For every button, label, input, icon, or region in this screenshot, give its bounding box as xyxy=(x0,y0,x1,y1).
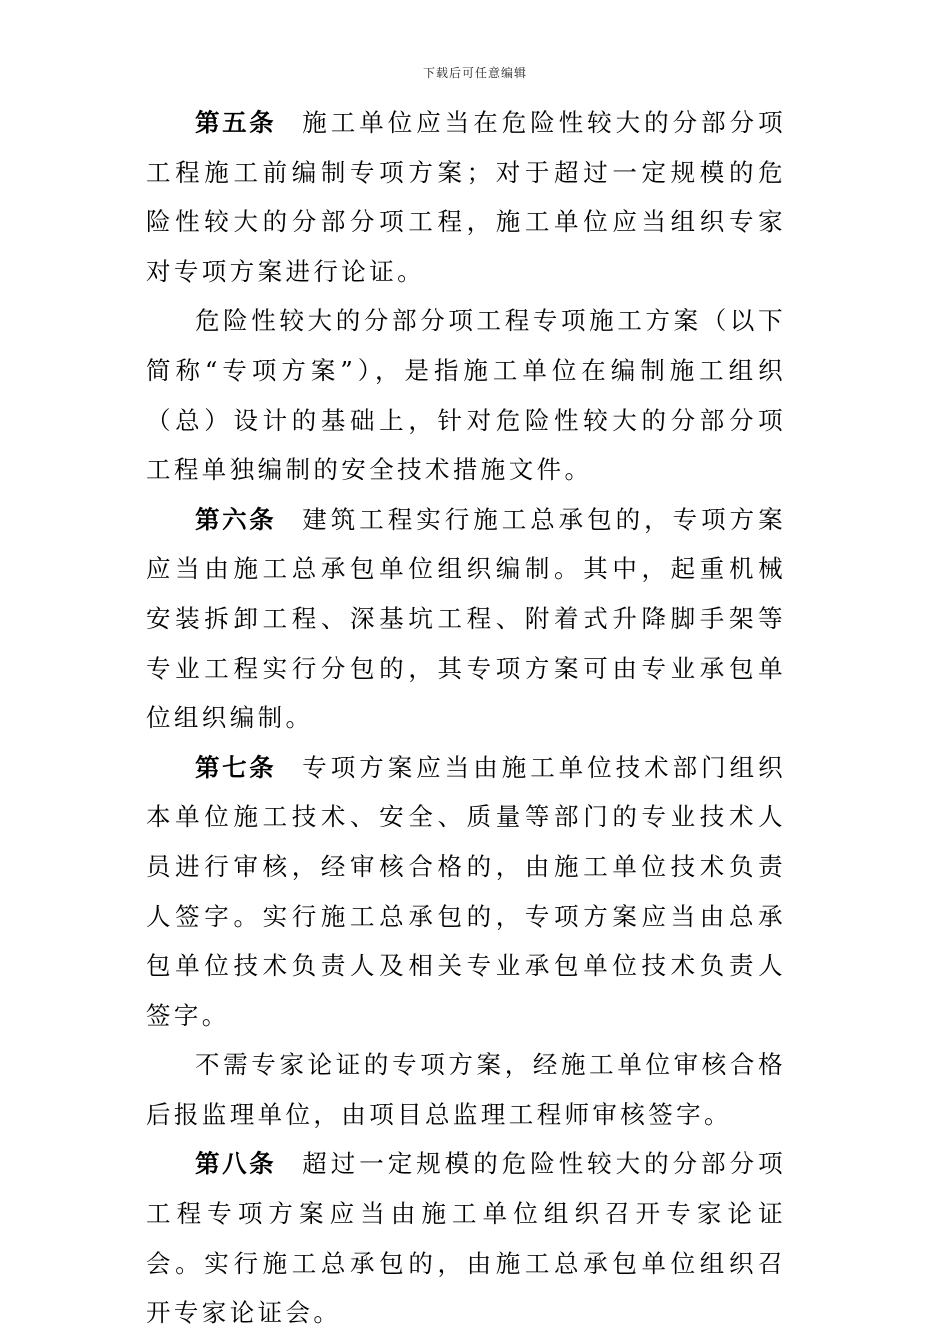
special-plan-definition-text: 危险性较大的分部分项工程专项施工方案（以下简称“专项方案”），是指施工单位在编制施工组织（总）设计的基础上，针对危险性较大的分部分项工程单独编制的安全技术措施文件。 xyxy=(146,306,786,485)
article-5-label: 第五条 xyxy=(195,108,277,137)
no-expert-review-text: 不需专家论证的专项方案，经施工单位审核合格后报监理单位，由项目总监理工程师审核签字。 xyxy=(146,1050,786,1129)
article-8-paragraph xyxy=(146,1139,786,1337)
article-8-label: 第八条 xyxy=(195,1149,277,1179)
article-5-paragraph xyxy=(146,98,786,296)
document-body xyxy=(146,98,786,1338)
article-6-text: 建筑工程实行施工总承包的，专项方案应当由施工总承包单位组织编制。其中，起重机械安装拆卸工程、深基坑工程、附着式升降脚手架等专业工程实行分包的，其专项方案可由专业承包单位组织编制。 xyxy=(146,504,787,733)
special-plan-definition-paragraph xyxy=(146,296,786,494)
article-6-paragraph xyxy=(146,495,786,743)
no-expert-review-paragraph xyxy=(146,1040,786,1139)
article-6-label: 第六条 xyxy=(195,504,277,534)
article-5-text: 施工单位应当在危险性较大的分部分项工程施工前编制专项方案；对于超过一定规模的危险性较大的分部分项工程，施工单位应当组织专家对专项方案进行论证。 xyxy=(146,108,787,286)
page-header: 下载后可任意编辑 xyxy=(422,66,527,80)
article-8-text: 超过一定规模的危险性较大的分部分项工程专项方案应当由施工单位组织召开专家论证会。实行施工总承包的，由施工总承包单位组织召开专家论证会。 xyxy=(146,1149,787,1328)
article-7-paragraph xyxy=(146,743,786,1041)
article-7-label: 第七条 xyxy=(195,752,277,782)
article-7-text: 专项方案应当由施工单位技术部门组织本单位施工技术、安全、质量等部门的专业技术人员进行审核，经审核合格的，由施工单位技术负责人签字。实行施工总承包的，专项方案应当由总承包单位技术负责人及相关专业承包单位技术负责人签字。 xyxy=(146,752,787,1030)
